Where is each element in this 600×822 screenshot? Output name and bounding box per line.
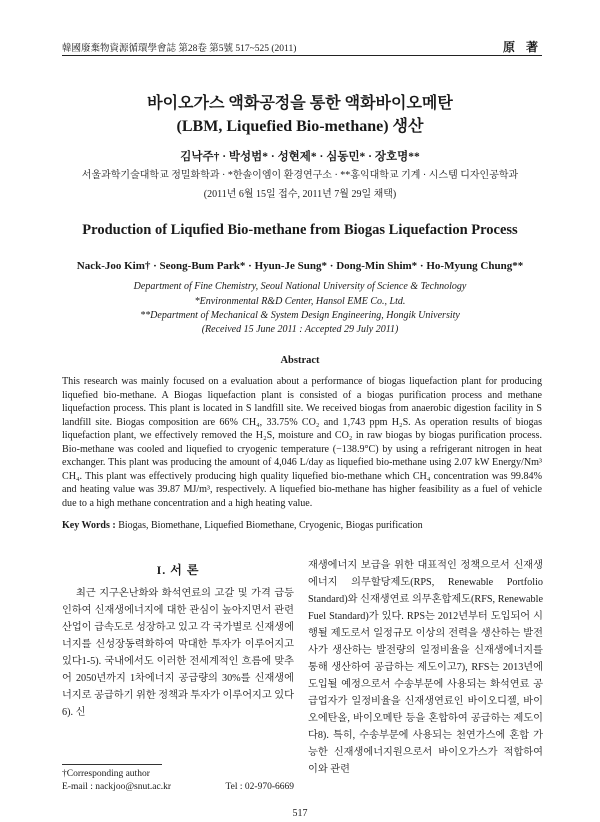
author-email: E-mail : nackjoo@snut.ac.kr <box>62 782 171 792</box>
author-phone: Tel : 02-970-6669 <box>225 782 294 792</box>
korean-authors: 김낙주† · 박성범* · 성현제* · 심동민* · 장호명** <box>180 151 420 163</box>
intro-paragraph-left: 최근 지구온난화와 화석연료의 고갈 및 가격 급등 인하여 신재생에너지에 대한 관심이 높아지면서 관련 산업이 급속도로 성장하고 있고 각 국가별로 신재생에너지를 신성장동력화하여 막대한 투자가 이루어지고 있다1-5). 국내에서도 이러한 전세계적인 흐름에 맞추어 2050년까지 1차에너지 공급량의 30%를 신재생에너지로 공급하기 위한 정책과 투자가 이루어지고 있다6). 신 <box>62 588 294 718</box>
section-heading-intro: I. 서 론 <box>156 563 200 577</box>
article-type-label: 原 著 <box>502 40 542 54</box>
affiliation-1: Department of Fine Chemistry, Seoul National University of Science & Technology <box>133 281 467 292</box>
footnote <box>62 768 294 794</box>
english-title: Production of Liqufied Bio-methane from Biogas Liquefaction Process <box>82 222 518 238</box>
english-authors: Nack-Joo Kim† · Seong-Bum Park* · Hyun-Je Sung* · Dong-Min Shim* · Ho-Myung Chung** <box>76 260 524 272</box>
korean-dates: (2011년 6월 15일 접수, 2011년 7월 29일 채택) <box>203 189 397 200</box>
header-divider <box>62 55 542 56</box>
keywords-label: Key Words : <box>62 520 116 531</box>
footnote-divider <box>62 764 162 765</box>
abstract-heading: Abstract <box>280 355 320 366</box>
korean-title-line2: (LBM, Liquefied Bio-methane) 생산 <box>176 118 424 135</box>
keywords <box>62 520 542 531</box>
affiliation-2: *Environmental R&D Center, Hansol EME Co., Ltd. <box>194 295 406 307</box>
korean-title <box>0 92 600 138</box>
abstract-text: This research was mainly focused on a evaluation about a performance of biogas liquefaction plant for producing liquefied bio-methane. A Biogas liquefaction plant is consisted of a biogas purification process and methane liquefaction process. This plant is located in S landfill site. We received biogas from anaerobic digestion facility in S landfill site. Biogas composition are 66% CH₄, 33.75% CO₂ and 1,743 ppm H₂S. As operation results of biogas liquefaction plant, we effectively removed the H₂S, moisture and CO₂ in raw biogas by biogas purification process. Bio-methane was cooled and liquefied to cryogenic temperature (−138.9°C) by using a refrigerant nitrogen in heat exchanger. This plant was producing the amount of 4,046 L/day as liquefied bio-methane using 2.07 kW Energy/Nm³ CH₄. This plant was effectively producing high quality liquefied bio-methane which CH₄ concentration was 99.84% and heating value was 39.87 MJ/m³, respectively. A liquefied bio-methane has higher feasibility as a fuel of vehicle due to a high methane concentration and a high heating value. <box>62 376 542 509</box>
corresponding-author-label: †Corresponding author <box>62 769 150 779</box>
page-number: 517 <box>292 808 308 819</box>
english-affiliations <box>0 280 600 324</box>
korean-affiliations: 서울과학기술대학교 정밀화학과 · *한솔이엠이 환경연구소 · **홍익대학교 기계 · 시스템 디자인공학과 <box>81 170 519 181</box>
running-header <box>62 38 542 54</box>
journal-citation: 韓國廢棄物資源循環學會誌 第28卷 第5號 517~525 (2011) <box>62 44 297 54</box>
korean-title-line1: 바이오가스 액화공정을 통한 액화바이오메탄 <box>147 95 453 112</box>
left-column <box>62 562 294 721</box>
right-column <box>308 557 543 778</box>
english-dates: (Received 15 June 2011 : Accepted 29 July 2011) <box>201 324 399 335</box>
affiliation-3: **Department of Mechanical & System Design Engineering, Hongik University <box>140 310 460 321</box>
intro-paragraph-right: 재생에너지 보급을 위한 대표적인 정책으로서 신재생에너지 의무할당제도(RPS, Renewable Portfolio Standard)와 신재생연료 의무혼합제도(RFS, Renewable Fuel Standard)가 있다. RPS는 2012년부터 도입되어 시행될 제도로서 일정규모 이상의 전력을 생산하는 발전사가 생산하는 발전량의 일정비율을 신재생에너지를 통해 생산하여 공급하는 제도이고7), RFS는 2013년에 도입될 예정으로서 수송부문에 사용되는 화석연료 공급업자가 일정비율을 신재생연료인 바이오디젤, 바이오에탄올, 바이오메탄 등을 혼합하여 공급하는 제도이다8). 특히, 수송부문에 사용되는 천연가스에 혼합 가능한 신재생에너지원으로서 바이오가스가 적합하여 이와 관련 <box>308 560 543 775</box>
keywords-text: Biogas, Biomethane, Liquefied Biomethane, Cryogenic, Biogas purification <box>118 520 423 531</box>
